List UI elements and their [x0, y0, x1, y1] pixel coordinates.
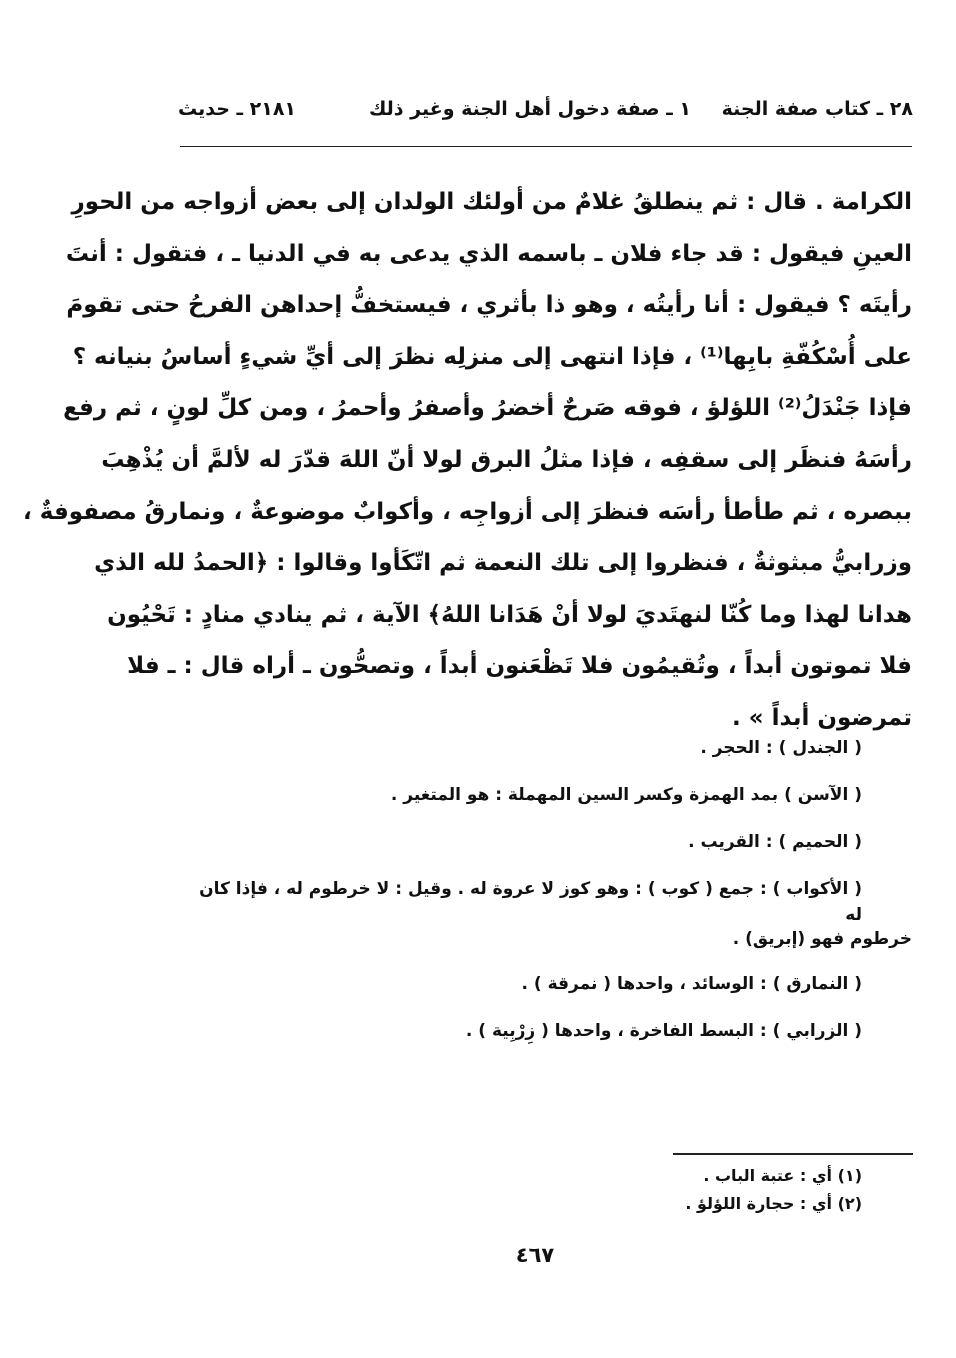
glossary-note: ( النمارق ) : الوسائد ، واحدها ( نمرقة ) .: [521, 974, 862, 994]
glossary-note-continuation: خرطوم فهو (إبريق) .: [732, 929, 912, 949]
text-line: رأيتَه ؟ فيقول : أنا رأيتُه ، وهو ذا بأثري ، فيستخفُّ إحداهن الفرحُ حتى تقومَ: [66, 292, 912, 319]
hadith-text: [23, 177, 912, 745]
text-line: فلا تموتون أبداً ، وتُقيمُون فلا تَظْعَنون أبداً ، وتصحُّون ـ أراه قال : ـ فلا: [127, 653, 912, 680]
text-line: على أُسْكُفّةِ بابِها⁽¹⁾ ، فإذا انتهى إلى منزلِه نظرَ إلى أيِّ شيءٍ أساسُ بنيانه ؟: [72, 343, 912, 370]
glossary-notes: [182, 735, 912, 1065]
text-line: رأسَهُ فنظَر إلى سقفِه ، فإذا مثلُ البرق لولا أنّ اللهَ قدّرَ له لألمَّ أن يُذْهِبَ: [101, 446, 912, 473]
text-line: العينِ فيقول : قد جاء فلان ـ باسمه الذي يدعى به في الدنيا ـ ، فتقول : أنتَ: [65, 240, 912, 267]
text-line: الكرامة . قال : ثم ينطلقُ غلامٌ من أولئك الولدان إلى بعض أزواجه من الحورِ: [71, 189, 912, 215]
glossary-note: ( الزرابي ) : البسط الفاخرة ، واحدها ( زِرْبِية ) .: [465, 1021, 862, 1041]
text-line: تمرضون أبداً » .: [732, 704, 912, 731]
header-divider: [180, 146, 912, 147]
header-hadith-number: ٢١٨١ ـ حديث: [178, 98, 297, 120]
footnote: (٢) أي : حجارة اللؤلؤ .: [685, 1194, 862, 1213]
text-line: فإذا جَنْدَلُ⁽²⁾ اللؤلؤ ، فوقه صَرحٌ أخضرُ وأصفرُ وأحمرُ ، ومن كلِّ لونٍ ، ثم رفع: [63, 395, 912, 422]
footnote: (١) أي : عتبة الباب .: [703, 1166, 862, 1185]
glossary-note: ( الجندل ) : الحجر .: [700, 738, 862, 758]
running-header: [178, 98, 913, 128]
footnotes: [400, 1162, 862, 1218]
header-chapter: ٢٨ ـ كتاب صفة الجنة: [721, 98, 913, 120]
glossary-note: ( الحميم ) : القريب .: [688, 832, 862, 852]
text-line: هدانا لهذا وما كُنّا لنهتَديَ لولا أنْ هَدَانا اللهُ﴾ الآية ، ثم ينادي منادٍ : تَحْيُون: [107, 601, 912, 628]
footnote-divider: [673, 1153, 913, 1155]
glossary-note: ( الآسن ) بمد الهمزة وكسر السين المهملة : هو المتغير .: [390, 785, 862, 805]
page-number: ٤٦٧: [515, 1243, 555, 1267]
header-section: ١ ـ صفة دخول أهل الجنة وغير ذلك: [368, 98, 691, 120]
text-line: ببصره ، ثم طأطأ رأسَه فنظرَ إلى أزواجِه ، وأكوابٌ موضوعةٌ ، ونمارقُ مصفوفةٌ ،: [23, 498, 912, 525]
glossary-note: ( الأكواب ) : جمع ( كوب ) : وهو كوز لا عروة له . وقيل : لا خرطوم له ، فإذا كان له: [199, 879, 862, 925]
text-line: وزرابيُّ مبثوثةٌ ، فنظروا إلى تلك النعمة ثم اتّكَأوا وقالوا : ﴿الحمدُ لله الذي: [94, 550, 912, 577]
